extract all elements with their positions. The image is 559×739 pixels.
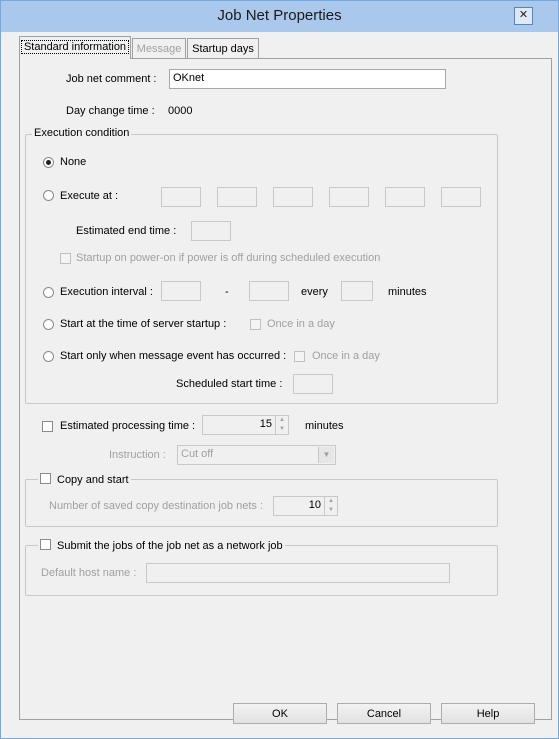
interval-dash: -: [225, 286, 229, 298]
tab-startup-days[interactable]: [187, 38, 259, 59]
copy-and-start-title: [38, 473, 131, 486]
every-label: every: [301, 286, 328, 298]
server-startup-radio[interactable]: [43, 319, 54, 330]
execute-at-time-6[interactable]: [441, 187, 481, 207]
execution-interval-radio[interactable]: [43, 287, 54, 298]
startup-power-checkbox[interactable]: [60, 253, 71, 264]
execute-at-time-1[interactable]: [161, 187, 201, 207]
interval-start-input[interactable]: [161, 281, 201, 301]
estimated-processing-checkbox[interactable]: [42, 421, 53, 432]
spin-up-icon[interactable]: ▲: [279, 417, 285, 423]
message-event-label: Start only when message event has occurred :: [60, 350, 287, 362]
default-host-input[interactable]: [146, 563, 450, 583]
instruction-label: Instruction :: [109, 449, 166, 461]
estimated-processing-input[interactable]: 15: [202, 415, 277, 435]
tab-standard-information[interactable]: [19, 36, 131, 59]
cancel-button[interactable]: Cancel: [337, 703, 431, 724]
execution-interval-label: Execution interval :: [60, 286, 153, 298]
dialog-client: [9, 33, 550, 733]
execute-at-time-2[interactable]: [217, 187, 257, 207]
none-radio[interactable]: [43, 157, 54, 168]
interval-minutes-input[interactable]: [341, 281, 373, 301]
tab-label: Standard information: [21, 40, 129, 54]
interval-end-input[interactable]: [249, 281, 289, 301]
job-net-comment-input[interactable]: OKnet: [169, 69, 446, 89]
server-startup-once-checkbox[interactable]: [250, 319, 261, 330]
chevron-down-icon: ▼: [318, 447, 334, 463]
tab-label: Message: [136, 43, 182, 55]
processing-minutes-label: minutes: [305, 420, 344, 432]
job-net-comment-label: Job net comment :: [66, 73, 157, 85]
ok-button[interactable]: OK: [233, 703, 327, 724]
saved-copy-spinner[interactable]: [324, 496, 338, 516]
execute-at-time-3[interactable]: [273, 187, 313, 207]
execute-at-time-4[interactable]: [329, 187, 369, 207]
instruction-value: Cut off: [181, 448, 214, 460]
execute-at-radio[interactable]: [43, 190, 54, 201]
copy-and-start-label: Copy and start: [57, 474, 129, 486]
execution-condition-group: [25, 134, 498, 404]
default-host-label: Default host name :: [41, 567, 137, 579]
startup-power-label: Startup on power-on if power is off during scheduled execution: [76, 252, 381, 264]
estimated-end-time-input[interactable]: [191, 221, 231, 241]
network-job-label: Submit the jobs of the job net as a network job: [57, 540, 283, 552]
server-startup-label: Start at the time of server startup :: [60, 318, 227, 330]
execution-condition-title: Execution condition: [34, 127, 130, 139]
copy-and-start-checkbox[interactable]: [40, 473, 51, 484]
network-job-title: [38, 539, 285, 552]
tab-label: Startup days: [192, 43, 254, 55]
spin-up-icon[interactable]: ▲: [328, 498, 334, 504]
execute-at-time-5[interactable]: [385, 187, 425, 207]
none-label: None: [60, 156, 87, 168]
execute-at-label: Execute at :: [60, 190, 119, 202]
message-event-once-checkbox[interactable]: [294, 351, 305, 362]
window-title: Job Net Properties: [217, 7, 342, 24]
spin-down-icon[interactable]: ▼: [279, 426, 285, 432]
scheduled-start-label: Scheduled start time :: [176, 378, 283, 390]
interval-minutes-label: minutes: [388, 286, 427, 298]
server-startup-once-label: Once in a day: [267, 318, 335, 330]
spin-down-icon[interactable]: ▼: [328, 507, 334, 513]
network-job-checkbox[interactable]: [40, 539, 51, 550]
day-change-time-label: Day change time :: [66, 105, 155, 117]
day-change-time-value: 0000: [168, 105, 193, 117]
message-event-once-label: Once in a day: [312, 350, 380, 362]
title-bar: [1, 1, 558, 32]
estimated-processing-label: Estimated processing time :: [60, 420, 196, 432]
estimated-end-time-label: Estimated end time :: [76, 225, 177, 237]
help-button[interactable]: Help: [441, 703, 535, 724]
scheduled-start-input[interactable]: [293, 374, 333, 394]
tab-message[interactable]: [132, 38, 186, 59]
saved-copy-input[interactable]: 10: [273, 496, 326, 516]
close-icon[interactable]: ✕: [514, 7, 533, 25]
instruction-select[interactable]: [177, 445, 336, 465]
saved-copy-label: Number of saved copy destination job nets :: [49, 500, 264, 512]
message-event-radio[interactable]: [43, 351, 54, 362]
estimated-processing-spinner[interactable]: [275, 415, 289, 435]
